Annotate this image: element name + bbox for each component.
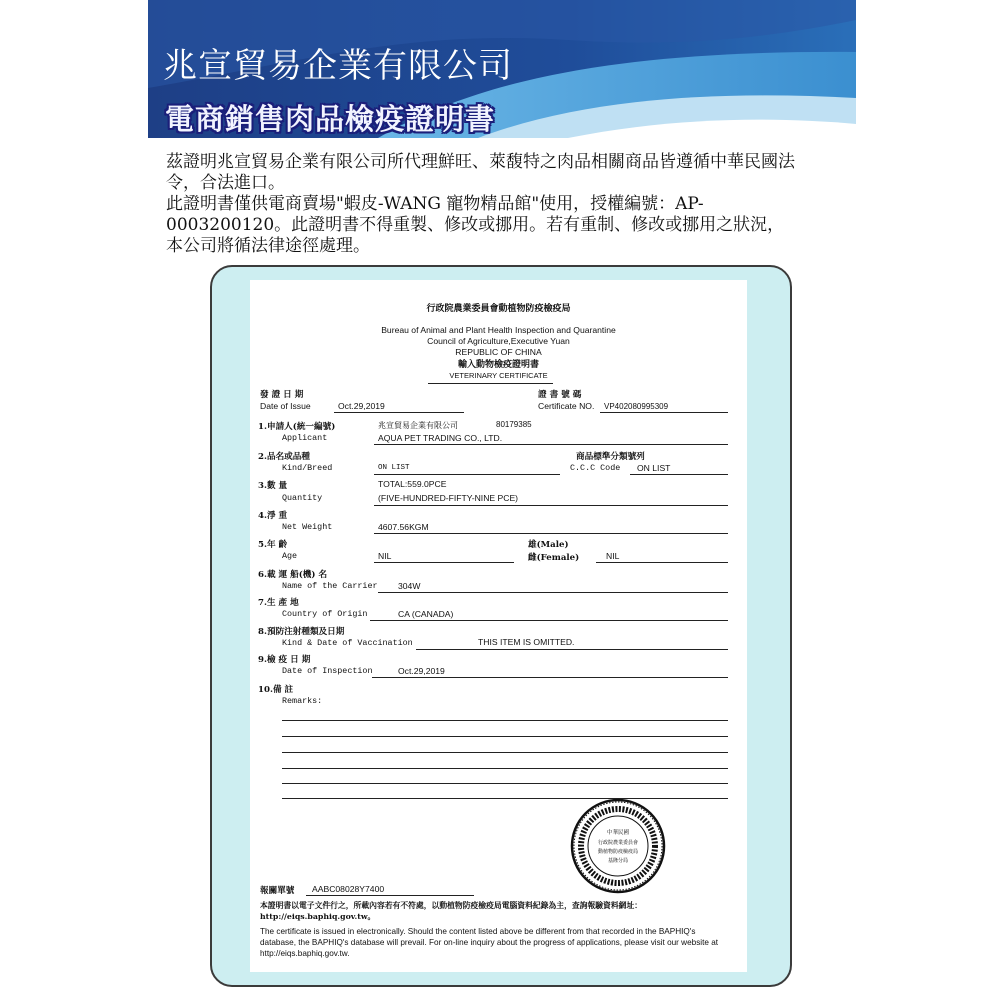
inspection-date-label: Date of Inspection: [282, 666, 373, 676]
quantity-label: Quantity: [282, 493, 323, 503]
net-weight-label: Net Weight: [282, 522, 333, 532]
vaccination-label: Kind & Date of Vaccination: [282, 638, 413, 648]
applicant-label-zh: 1.申請人(統一編號): [258, 422, 336, 432]
electronic-note-en: The certificate is issued in electronically. Should the content listed above be different from that recorded in the BAPHIQ's database, the BAPHIQ's database will prevail. For on-line inquiry about the progress of applications, please visit our website at http://eiqs.baphiq.gov.tw.: [260, 927, 719, 958]
issue-date-label: Date of Issue: [260, 401, 311, 411]
carrier-label: Name of the Carrier: [282, 581, 378, 591]
quantity-label-zh: 3.數 量: [258, 481, 288, 491]
seal-line-1: 中華民國: [606, 830, 630, 836]
kind-value: ON LIST: [378, 464, 410, 472]
net-weight-label-zh: 4.淨 重: [258, 511, 288, 521]
origin-label-zh: 7.生 產 地: [258, 598, 299, 608]
carrier-value: 304W: [398, 581, 421, 591]
issue-date-label-zh: 發 證 日 期: [260, 390, 304, 400]
ccc-label: C.C.C Code: [570, 463, 621, 473]
male-label: 雄(Male): [528, 540, 569, 550]
ccc-value: ON LIST: [637, 463, 671, 473]
female-value: NIL: [606, 551, 620, 561]
remarks-label: Remarks:: [282, 696, 323, 706]
intro-line-1: 茲證明兆宣貿易企業有限公司所代理鮮旺、萊馥特之肉品相關商品皆遵循中華民國法令，合法進口。: [166, 152, 795, 193]
official-seal: [570, 798, 666, 894]
kind-label-zh: 2.品名或品種: [258, 452, 310, 462]
cert-title-zh: 輸入動物檢疫證明書: [457, 360, 539, 370]
remarks-label-zh: 10.備 註: [258, 685, 294, 695]
customs-no-value: AABC08028Y7400: [312, 884, 385, 894]
age-label: Age: [282, 551, 298, 561]
applicant-name-en: AQUA PET TRADING CO., LTD.: [378, 433, 503, 443]
vaccination-value: THIS ITEM IS OMITTED.: [478, 637, 575, 647]
cert-no-value: VP402080995309: [604, 402, 669, 411]
issue-date-value: Oct.29,2019: [338, 401, 385, 411]
applicant-name-zh: 兆宣貿易企業有限公司: [378, 421, 458, 430]
quantity-total: TOTAL:559.0PCE: [378, 479, 447, 489]
company-name: 兆宣貿易企業有限公司: [163, 46, 513, 86]
document-title: 電商銷售肉品檢疫證明書: [165, 102, 496, 136]
customs-no-label: 報關單號: [260, 886, 295, 896]
cert-no-label: Certificate NO.: [538, 401, 595, 411]
cert-title-en: VETERINARY CERTIFICATE: [449, 371, 548, 380]
electronic-note-zh: 本證明書以電子文件行之，所載內容若有不符處，以動植物防疫檢疫局電腦資料紀錄為主，查詢報驗資料網址：http://eiqs.baphiq.gov.tw。: [260, 901, 643, 921]
veterinary-certificate: [250, 280, 747, 972]
inspection-date-value: Oct.29,2019: [398, 666, 445, 676]
ccc-label-zh: 商品標準分類號列: [576, 452, 645, 462]
intro-line-2: 此證明書僅供電商賣場"蝦皮-WANG 寵物精品館"使用，授權編號：AP-0003200120。此證明書不得重製、修改或挪用。若有重制、修改或挪用之狀況，本公司將循法律途徑處理。: [166, 194, 785, 256]
vaccination-label-zh: 8.預防注射種類及日期: [258, 627, 345, 637]
quantity-words: (FIVE-HUNDRED-FIFTY-NINE PCE): [378, 493, 519, 503]
council-name: Council of Agriculture,Executive Yuan: [427, 336, 570, 346]
agency-name-en: Bureau of Animal and Plant Health Inspection and Quarantine: [381, 325, 616, 335]
kind-label: Kind/Breed: [282, 463, 333, 473]
country-name: REPUBLIC OF CHINA: [455, 347, 542, 357]
female-label: 雌(Female): [528, 553, 580, 563]
intro-statement: [166, 152, 798, 257]
applicant-label: Applicant: [282, 433, 328, 443]
origin-label: Country of Origin: [282, 609, 368, 619]
seal-line-3: 動植物防疫檢疫局: [597, 849, 639, 855]
agency-name-zh: 行政院農業委員會動植物防疫檢疫局: [426, 304, 571, 314]
age-value: NIL: [378, 551, 392, 561]
inspection-date-label-zh: 9.檢 疫 日 期: [258, 655, 311, 665]
seal-line-2: 行政院農業委員會: [597, 840, 639, 846]
seal-line-4: 基隆分局: [607, 858, 629, 864]
applicant-id: 80179385: [496, 420, 532, 429]
origin-value: CA (CANADA): [398, 609, 454, 619]
cert-no-label-zh: 證 書 號 碼: [538, 390, 582, 400]
net-weight-value: 4607.56KGM: [378, 522, 429, 532]
carrier-label-zh: 6.載 運 船(機) 名: [258, 570, 328, 580]
age-label-zh: 5.年 齡: [258, 540, 288, 550]
